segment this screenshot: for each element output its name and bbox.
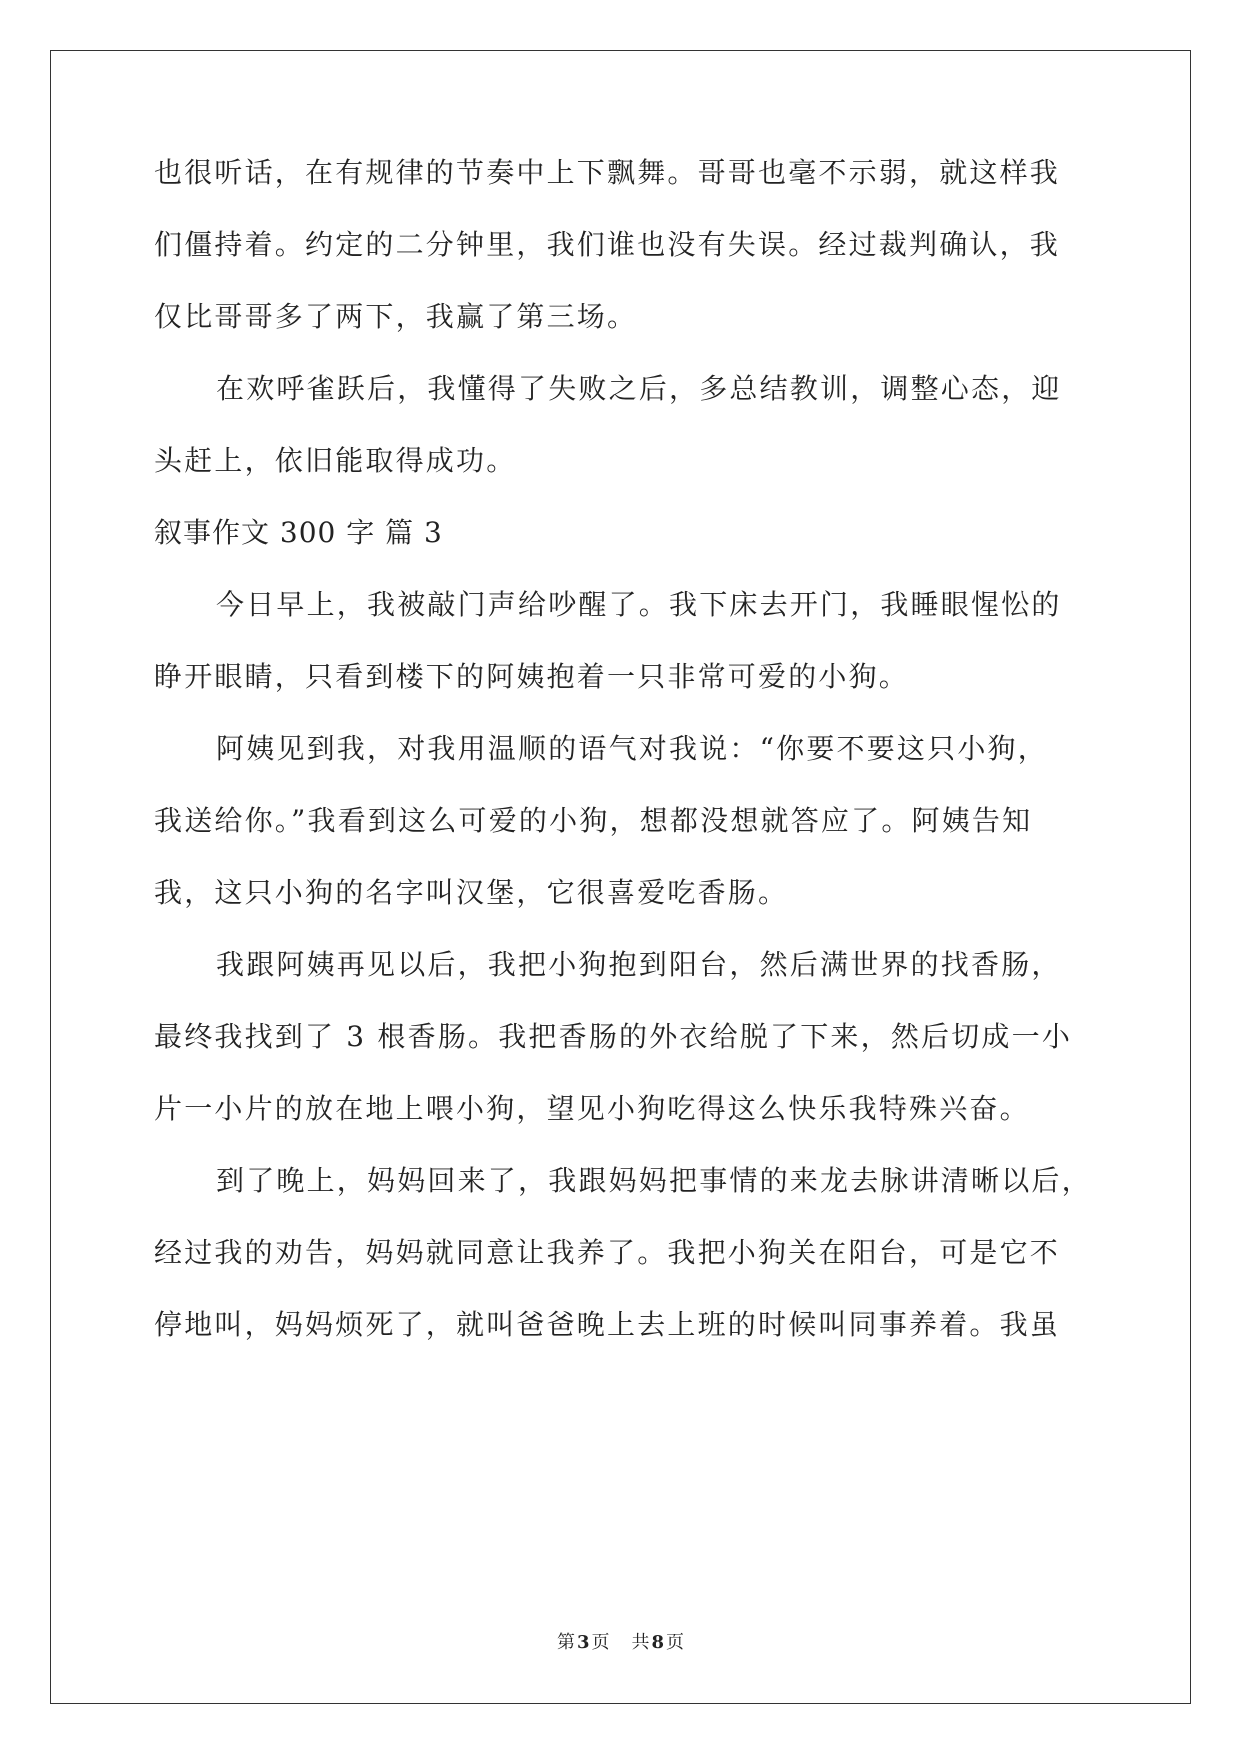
- body-text-line: 仅比哥哥多了两下，我赢了第三场。: [154, 300, 638, 333]
- body-text-line: 头赶上，依旧能取得成功。: [154, 444, 517, 477]
- body-text-line: 到了晚上，妈妈回来了，我跟妈妈把事情的来龙去脉讲清晰以后，: [216, 1164, 1092, 1197]
- body-text-line: 经过我的劝告，妈妈就同意让我养了。我把小狗关在阳台，可是它不: [154, 1236, 1061, 1269]
- body-text-line: 我跟阿姨再见以后，我把小狗抱到阳台，然后满世界的找香肠，: [216, 948, 1062, 981]
- body-text-line: 停地叫，妈妈烦死了，就叫爸爸晚上去上班的时候叫同事养着。我虽: [154, 1308, 1061, 1341]
- total-prefix: 共: [631, 1632, 650, 1653]
- total-page-number: 8: [651, 1632, 665, 1653]
- page-prefix: 第: [556, 1632, 575, 1653]
- body-text-line: 在欢呼雀跃后，我懂得了失败之后，多总结教训，调整心态，迎: [216, 372, 1062, 405]
- body-text-line: 片一小片的放在地上喂小狗，望见小狗吃得这么快乐我特殊兴奋。: [154, 1092, 1030, 1125]
- body-text-line: 最终我找到了 3 根香肠。我把香肠的外衣给脱了下来，然后切成一小: [154, 1020, 1073, 1053]
- body-text-line: 睁开眼睛，只看到楼下的阿姨抱着一只非常可爱的小狗。: [154, 660, 910, 693]
- total-suffix: 页: [666, 1632, 685, 1653]
- body-text-line: 们僵持着。约定的二分钟里，我们谁也没有失误。经过裁判确认，我: [154, 228, 1061, 261]
- section-heading: 叙事作文 300 字 篇 3: [154, 516, 443, 549]
- body-text-line: 今日早上，我被敲门声给吵醒了。我下床去开门，我睡眼惺忪的: [216, 588, 1062, 621]
- body-text-line: 也很听话，在有规律的节奏中上下飘舞。哥哥也毫不示弱，就这样我: [154, 156, 1061, 189]
- body-text-line: 我，这只小狗的名字叫汉堡，它很喜爱吃香肠。: [154, 876, 789, 909]
- page-suffix: 页: [591, 1632, 610, 1653]
- body-text-line: 阿姨见到我，对我用温顺的语气对我说：“你要不要这只小狗，: [216, 732, 1048, 765]
- page-footer: [0, 1631, 1241, 1655]
- current-page-number: 3: [576, 1632, 590, 1653]
- body-text-line: 我送给你。”我看到这么可爱的小狗，想都没想就答应了。阿姨告知: [154, 804, 1033, 837]
